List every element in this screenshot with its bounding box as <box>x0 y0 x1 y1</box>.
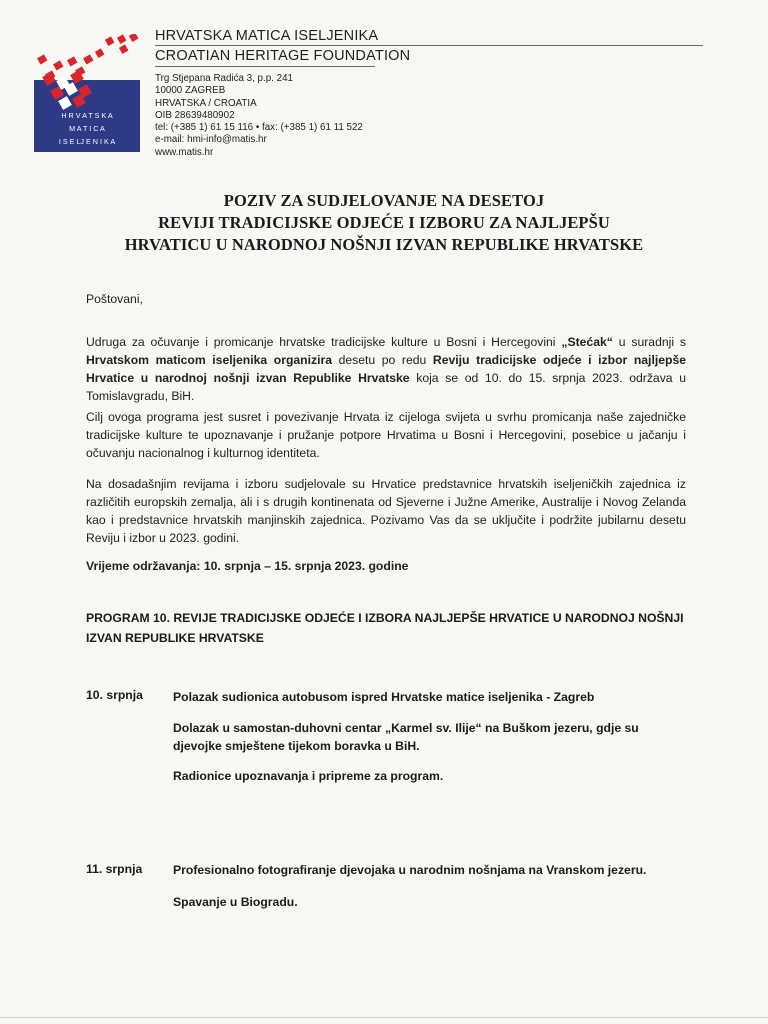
schedule-item: Profesionalno fotografiranje djevojaka u narodnim nošnjama na Vranskom jezeru. <box>173 863 647 877</box>
document-title <box>60 190 708 256</box>
org-name-hr: HRVATSKA MATICA ISELJENIKA <box>155 28 379 44</box>
scan-edge <box>0 1017 768 1018</box>
paragraph-history: Na dosadašnjim revijama i izboru sudjelovale su Hrvatice predstavnice hrvatskih iseljeničkih zajednica iz različitih europskih zemalja, ali i s drugih kontinenata od Sjeverne i Južne Amerike, Australije i Novog Zelanda kao i predstavnice hrvatskih manjinskih zajednica. Pozivamo Vas da se uključite i podržite jubilarnu desetu Reviju i izbor u 2023. godini. <box>86 477 686 545</box>
address-block <box>155 73 363 159</box>
address-line: tel: (+385 1) 61 15 116 • fax: (+385 1) 61 11 522 <box>155 122 363 134</box>
address-line: www.matis.hr <box>155 146 214 158</box>
text-run: Udruga za očuvanje i promicanje hrvatske tradicijske kulture u Bosni i Hercegovini <box>86 335 562 349</box>
program-title-line: PROGRAM 10. REVIJE TRADICIJSKE ODJEĆE I IZBORA NAJLJEPŠE HRVATICE U NARODNOJ NOŠNJI <box>86 611 684 625</box>
header-rule-short <box>155 66 375 67</box>
schedule-date: 10. srpnja <box>86 688 143 702</box>
text-run: u suradnji s <box>612 335 686 349</box>
text-run: koja se od 10. do 15. srpnja 2023. održava u Tomislavgradu, BiH. <box>86 371 687 403</box>
schedule-item: Spavanje u Biogradu. <box>173 895 298 909</box>
bold-run: Hrvatskom maticom iseljenika organizira <box>86 353 333 367</box>
event-time: Vrijeme održavanja: 10. srpnja – 15. srpnja 2023. godine <box>86 559 409 573</box>
title-line: POZIV ZA SUDJELOVANJE NA DESETOJ <box>223 191 545 210</box>
address-line: Trg Stjepana Radića 3, p.p. 241 <box>155 73 293 84</box>
bold-run: „Stećak“ <box>561 335 613 349</box>
address-line: OIB 28639480902 <box>155 109 235 121</box>
program-title-line: IZVAN REPUBLIKE HRVATSKE <box>86 630 264 645</box>
address-line: e-mail: hmi-info@matis.hr <box>155 134 267 146</box>
paragraph-goal: Cilj ovoga programa jest susret i povezivanje Hrvata iz cijeloga svijeta u svrhu promicanja naše zajedničke tradicijske kulture te upoznavanje i pružanje potpore Hrvatima u Bosni i Hercegovini, posebice u jačanju i očuvanju nacionalnog i kulturnog identiteta. <box>86 410 686 460</box>
hmi-logo <box>34 34 140 152</box>
greeting: Poštovani, <box>86 292 143 306</box>
address-line: HRVATSKA / CROATIA <box>155 97 257 109</box>
logo-text-3: I S E LJ E N I K A <box>58 137 116 146</box>
org-name-en: CROATIAN HERITAGE FOUNDATION <box>155 48 411 64</box>
address-line: 10000 ZAGREB <box>155 85 226 97</box>
schedule-item: Radionice upoznavanja i pripreme za program. <box>173 769 444 783</box>
logo-text-2: M A T I C A <box>69 124 105 133</box>
title-line: REVIJI TRADICIJSKE ODJEĆE I IZBORU ZA NAJLJEPŠU <box>158 213 610 232</box>
header-rule <box>155 45 703 46</box>
text-run: desetu po redu <box>332 353 433 367</box>
bold-run: Reviju tradicijske odjeće i izbor najljepše Hrvatice u narodnoj nošnji izvan Republike Hrvatske <box>86 353 686 385</box>
logo-text-1: H R V A T S K A <box>61 111 113 120</box>
paragraph-intro <box>86 333 686 405</box>
checkerboard-emblem <box>37 34 138 80</box>
schedule-date: 11. srpnja <box>86 862 143 876</box>
schedule-item: Dolazak u samostan-duhovni centar „Karmel sv. Ilije“ na Buškom jezeru, gdje su djevojke smještene tijekom boravka u BiH. <box>173 721 639 753</box>
program-title <box>86 609 684 648</box>
schedule-item: Polazak sudionica autobusom ispred Hrvatske matice iseljenika - Zagreb <box>173 690 595 704</box>
title-line: HRVATICU U NARODNOJ NOŠNJI IZVAN REPUBLIKE HRVATSKE <box>124 235 644 254</box>
